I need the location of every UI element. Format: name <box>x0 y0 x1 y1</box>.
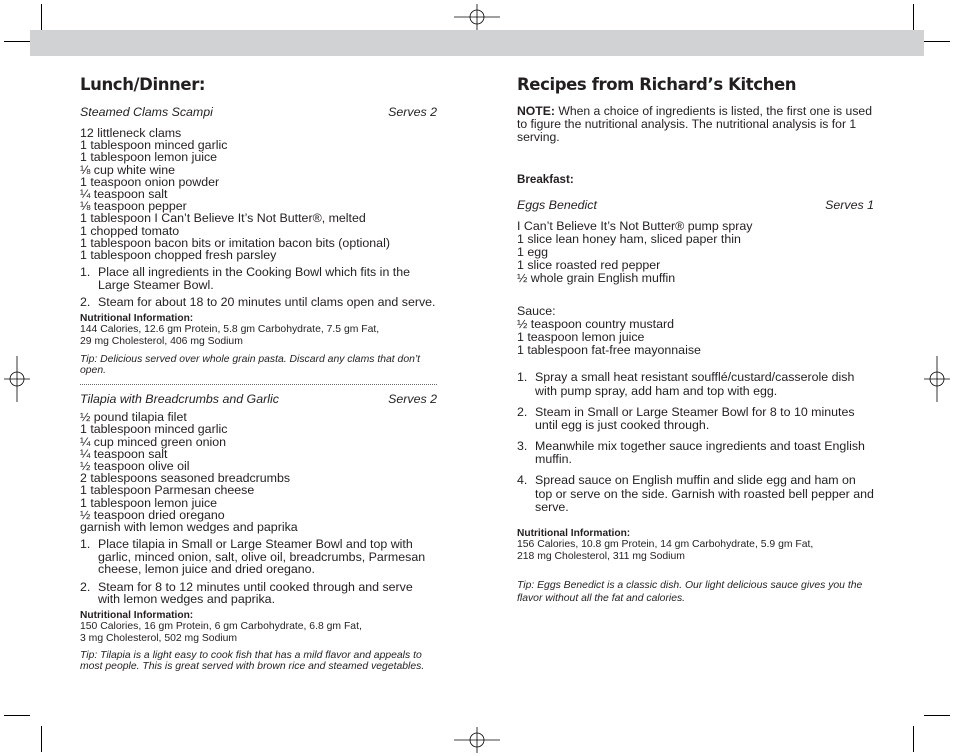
step <box>80 581 437 606</box>
ingredient: ⅛ cup white wine <box>80 162 176 177</box>
nutrition-title: Nutritional Information: <box>517 527 631 539</box>
step-number: 2. <box>517 404 528 419</box>
ingredient: 1 teaspoon onion powder <box>80 174 220 189</box>
step <box>517 474 874 515</box>
ingredient: 1 slice roasted red pepper <box>517 258 661 273</box>
ingredient: 1 chopped tomato <box>80 223 180 238</box>
note-text: When a choice of ingredients is listed, the first one is used to figure the nutritional analysis. The nutritional analysis is for 1 serving. <box>517 104 872 145</box>
crop-mark <box>924 715 950 716</box>
recipe-header <box>80 392 437 407</box>
ingredient-list <box>517 220 874 286</box>
recipe-divider <box>80 384 437 385</box>
nutrition-line: 150 Calories, 16 gm Protein, 6 gm Carbohydrate, 6.8 gm Fat, <box>80 621 362 633</box>
recipe-title: Steamed Clams Scampi <box>80 105 213 119</box>
nutrition-line: 156 Calories, 10.8 gm Protein, 14 gm Carbohydrate, 5.9 gm Fat, <box>517 538 814 550</box>
ingredient: 2 tablespoons seasoned breadcrumbs <box>80 471 291 486</box>
step-list <box>80 538 437 605</box>
ingredient: ¼ teaspoon salt <box>80 187 168 202</box>
step-list <box>80 266 437 308</box>
nutrition-line: 29 mg Cholesterol, 406 mg Sodium <box>80 335 243 347</box>
ingredient: ½ teaspoon country mustard <box>517 316 675 331</box>
crop-mark <box>913 4 914 30</box>
nutrition-line: 218 mg Cholesterol, 311 mg Sodium <box>517 551 685 563</box>
ingredient: 1 tablespoon fat-free mayonnaise <box>517 343 701 358</box>
ingredient: 12 littleneck clams <box>80 126 182 140</box>
recipe-tip: Tip: Eggs Benedict is a classic dish. Our light delicious sauce gives you the flavor without all the fat and calories. <box>517 580 863 605</box>
ingredient: 1 tablespoon I Can’t Believe It’s Not Butter®, melted <box>80 211 366 226</box>
step-text: Spray a small heat resistant soufflé/custard/casserole dish with pump spray, add ham and top with egg. <box>535 370 855 399</box>
step-text: Steam for about 18 to 20 minutes until clams open and serve. <box>98 295 436 310</box>
ingredient: ½ teaspoon olive oil <box>80 459 190 474</box>
section-heading: Breakfast: <box>517 172 574 186</box>
step <box>80 538 437 575</box>
crop-mark <box>4 715 30 716</box>
recipe-tip: Tip: Tilapia is a light easy to cook fish that has a mild flavor and appeals to most people. This is great served with brown rice and steamed vegetables. <box>80 650 425 673</box>
right-page <box>517 74 874 605</box>
page-heading: Lunch/Dinner: <box>80 75 206 94</box>
nutrition-line: 3 mg Cholesterol, 502 mg Sodium <box>80 632 238 644</box>
step <box>517 406 874 433</box>
registration-mark-top <box>454 4 500 30</box>
step-text: Steam in Small or Large Steamer Bowl for 8 to 10 minutes until egg is just cooked through. <box>535 404 855 433</box>
step-text: Steam for 8 to 12 minutes until cooked through and serve with lemon wedges and paprika. <box>98 579 413 606</box>
ingredient: ¼ cup minced green onion <box>80 434 227 449</box>
step <box>517 440 874 467</box>
sauce-label: Sauce: <box>517 303 556 318</box>
step-number: 3. <box>517 438 528 453</box>
step-number: 4. <box>517 473 528 487</box>
registration-mark-left <box>4 356 30 402</box>
recipe-title: Eggs Benedict <box>517 197 597 212</box>
recipe-serves: Serves 1 <box>825 197 874 212</box>
ingredient: ½ whole grain English muffin <box>517 271 676 286</box>
ingredient-list <box>80 127 437 261</box>
ingredient: 1 egg <box>517 245 549 260</box>
nutrition-line: 144 Calories, 12.6 gm Protein, 5.8 gm Carbohydrate, 7.5 gm Fat, <box>80 324 380 336</box>
nutrition-title: Nutritional Information: <box>80 313 194 325</box>
sauce-list <box>517 318 874 358</box>
crop-mark <box>913 726 914 752</box>
step-text: Spread sauce on English muffin and slide egg and ham on top or serve on the side. Garnish with roasted bell pepper and serve. <box>535 473 874 515</box>
note-label: NOTE: <box>517 104 555 118</box>
recipe-header <box>80 105 437 120</box>
ingredient: 1 tablespoon lemon juice <box>80 150 218 165</box>
ingredient: 1 slice lean honey ham, sliced paper thin <box>517 231 741 246</box>
ingredient: 1 tablespoon minced garlic <box>80 422 228 437</box>
step-text: Meanwhile mix together sauce ingredients and toast English muffin. <box>535 438 865 467</box>
registration-mark-bottom <box>454 727 500 753</box>
left-page <box>80 74 437 672</box>
registration-mark-right <box>924 356 950 402</box>
recipe-tip: Tip: Delicious served over whole grain pasta. Discard any clams that don’t open. <box>80 354 421 377</box>
step-number: 1. <box>517 370 528 385</box>
ingredient: I Can’t Believe It’s Not Butter® pump spray <box>517 218 753 233</box>
ingredient: 1 tablespoon chopped fresh parsley <box>80 248 277 263</box>
step-number: 2. <box>80 295 91 310</box>
ingredient: 1 tablespoon lemon juice <box>80 495 218 510</box>
ingredient: ½ pound tilapia filet <box>80 410 187 425</box>
ingredient: 1 tablespoon bacon bits or imitation bacon bits (optional) <box>80 235 390 250</box>
nutrition-title: Nutritional Information: <box>80 610 194 622</box>
recipe-title: Tilapia with Breadcrumbs and Garlic <box>80 392 279 407</box>
ingredient: ½ teaspoon dried oregano <box>80 507 225 522</box>
step-text: Place all ingredients in the Cooking Bowl which fits in the Large Steamer Bowl. <box>98 265 410 292</box>
ingredient: 1 tablespoon Parmesan cheese <box>80 483 255 498</box>
ingredient: 1 teaspoon lemon juice <box>517 330 645 345</box>
recipe-serves: Serves 2 <box>388 105 437 119</box>
recipe-header <box>517 198 874 213</box>
step-number: 1. <box>80 537 91 552</box>
recipe-serves: Serves 2 <box>388 392 437 407</box>
header-band <box>30 30 924 56</box>
step <box>517 371 874 398</box>
ingredient: garnish with lemon wedges and paprika <box>80 520 298 535</box>
step <box>80 296 437 308</box>
ingredient-list <box>80 411 437 533</box>
crop-mark <box>4 41 30 42</box>
crop-mark <box>41 4 42 30</box>
step-list <box>517 371 874 514</box>
step-text: Place tilapia in Small or Large Steamer Bowl and top with garlic, minced onion, salt, olive oil, breadcrumbs, Parmesan cheese, lemon juice and dried oregano. <box>98 537 426 577</box>
ingredient: ⅛ teaspoon pepper <box>80 199 187 214</box>
crop-mark <box>924 41 950 42</box>
step <box>80 266 437 291</box>
ingredient: 1 tablespoon minced garlic <box>80 138 228 153</box>
crop-mark <box>41 726 42 752</box>
ingredient: ¼ teaspoon salt <box>80 446 168 461</box>
step-number: 1. <box>80 265 91 280</box>
page-heading: Recipes from Richard’s Kitchen <box>517 75 797 94</box>
step-number: 2. <box>80 579 91 594</box>
note-paragraph <box>517 105 874 145</box>
